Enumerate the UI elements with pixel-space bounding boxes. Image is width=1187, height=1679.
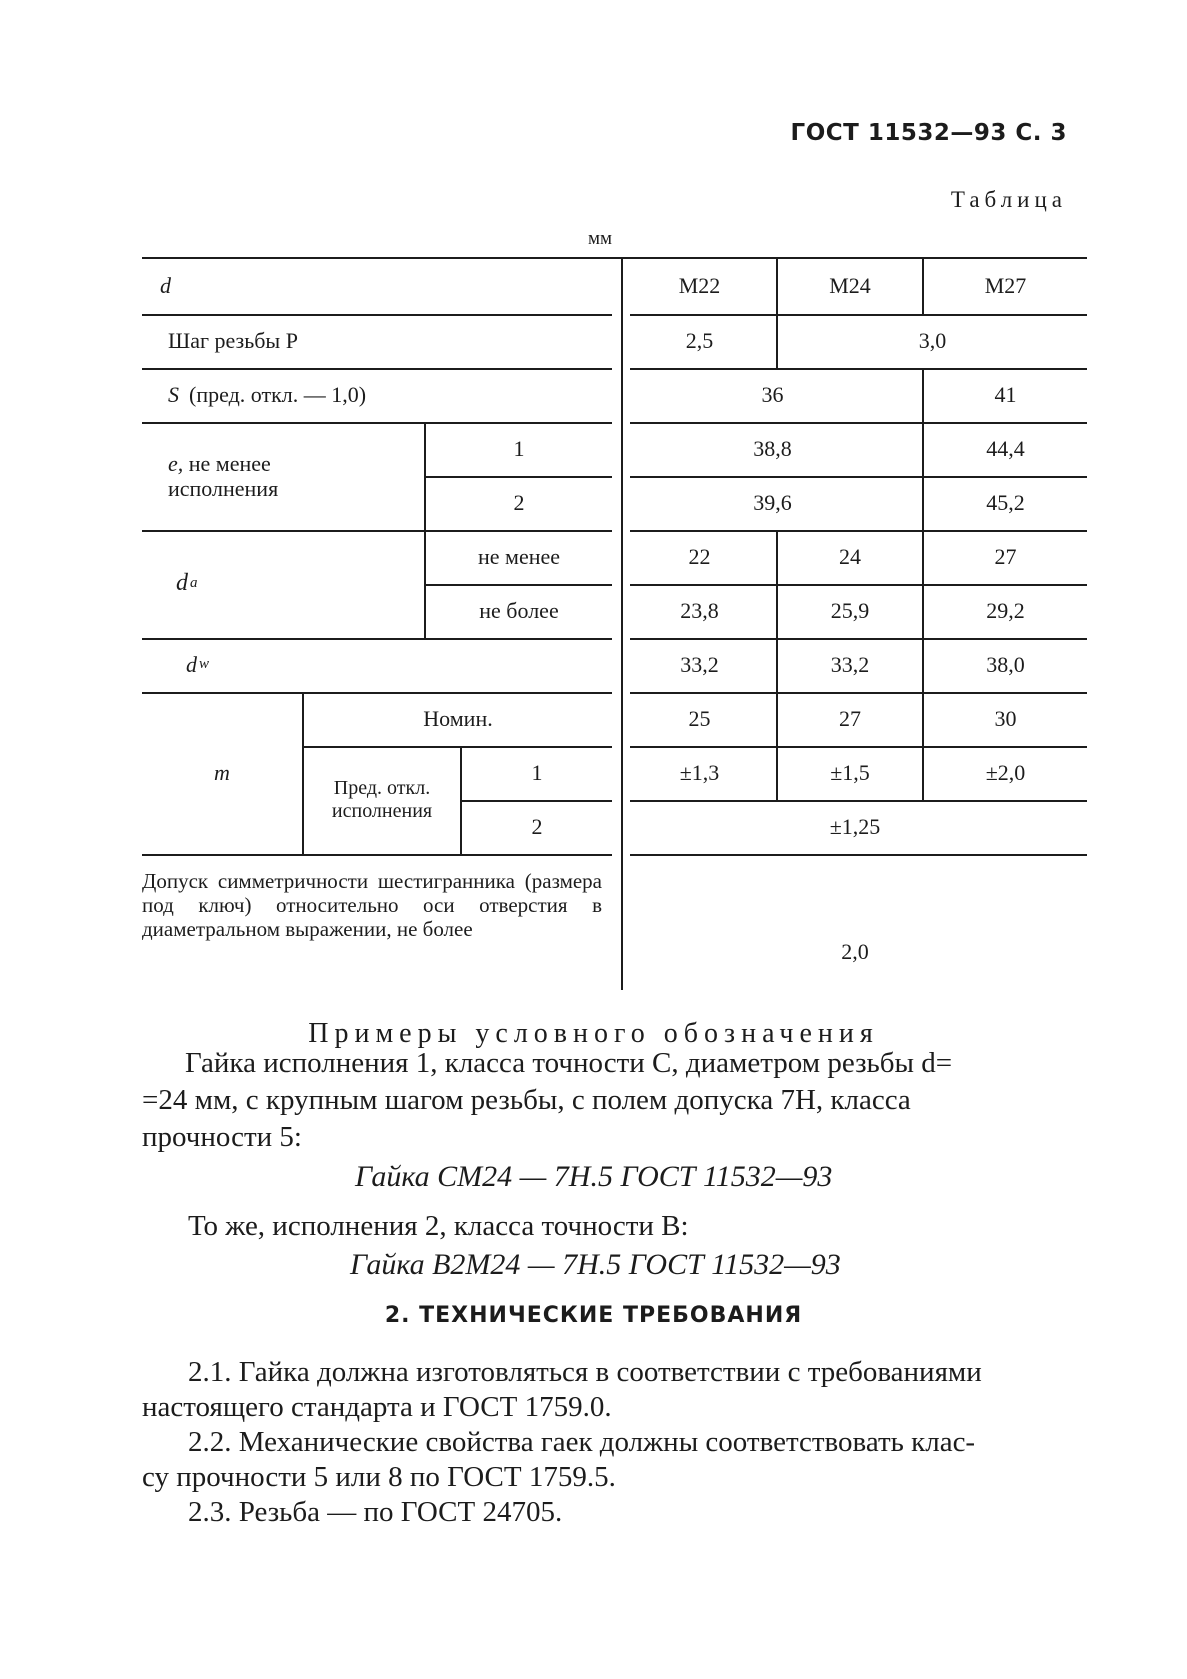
m-nominal-m24: 27 (839, 706, 861, 732)
e2-value-m27: 45,2 (986, 490, 1025, 516)
da-sub-label-min: не менее (477, 544, 561, 570)
page-header: ГОСТ 11532—93 С. 3 (790, 120, 1067, 146)
d-value-m24: М24 (829, 272, 871, 298)
dw-value-m27: 38,0 (986, 652, 1025, 678)
e1-value-m22-m24: 38,8 (753, 436, 792, 462)
symmetry-value: 2,0 (841, 939, 869, 965)
da-max-m24: 25,9 (830, 598, 870, 624)
row-label-s: S (пред. откл. — 1,0) (168, 382, 367, 408)
m-nominal-label: Номин. (423, 706, 493, 732)
examples-paragraph1-line1: Гайка исполнения 1, класса точности С, диаметром резьбы d= (185, 1047, 953, 1079)
row-label-pitch: Шаг резьбы P (168, 328, 298, 354)
s-value-m27: 41 (994, 382, 1017, 408)
d-value-m22: М22 (678, 272, 721, 298)
da-min-m24: 24 (839, 544, 861, 570)
section-title: 2. ТЕХНИЧЕСКИЕ ТРЕБОВАНИЯ (384, 1303, 803, 1328)
e-sub-label-2: 2 (513, 490, 525, 516)
row-label-symmetry: Допуск симметричности шестигранника (размера под ключ) относительно оси отверстия в диаметральном выражении, не более (142, 869, 602, 941)
s-value-m22-m24: 36 (761, 382, 784, 408)
section-paragraph-2-2-line2: су прочности 5 или 8 по ГОСТ 1759.5. (142, 1461, 616, 1493)
m-tolerance-label: Пред. откл. исполнения (331, 777, 433, 822)
m-tol1-m22: ±1,3 (679, 760, 720, 786)
section-paragraph-2-1-line1: 2.1. Гайка должна изготовляться в соответствии с требованиями (188, 1356, 982, 1388)
pitch-value-m24-m27: 3,0 (918, 328, 947, 354)
section-paragraph-2-3: 2.3. Резьба — по ГОСТ 24705. (188, 1496, 563, 1528)
examples-title: Примеры условного обозначения (308, 1018, 879, 1049)
dimensions-table (142, 257, 1087, 990)
dw-value-m22: 33,2 (680, 652, 719, 678)
da-max-m27: 29,2 (986, 598, 1025, 624)
da-sub-label-max: не более (479, 598, 559, 624)
m-tol2-all: ±1,25 (829, 814, 881, 840)
e-sub-label-1: 1 (513, 436, 525, 462)
dw-value-m24: 33,2 (830, 652, 870, 678)
pitch-value-m22: 2,5 (685, 328, 714, 354)
table-unit: мм (588, 228, 613, 249)
table-rule (142, 854, 612, 856)
designation-example-2: Гайка В2М24 — 7Н.5 ГОСТ 11532—93 (350, 1248, 841, 1281)
d-value-m27: М27 (984, 272, 1027, 298)
da-min-m22: 22 (688, 544, 711, 570)
m-tol1-m24: ±1,5 (830, 760, 870, 786)
examples-paragraph2: То же, исполнения 2, класса точности В: (188, 1210, 689, 1242)
da-max-m22: 23,8 (680, 598, 719, 624)
section-paragraph-2-2-line1: 2.2. Механические свойства гаек должны соответствовать клас- (188, 1426, 976, 1458)
designation-example-1: Гайка СМ24 — 7Н.5 ГОСТ 11532—93 (355, 1160, 833, 1193)
row-label-d: d (160, 272, 171, 298)
examples-paragraph1-line2: =24 мм, с крупным шагом резьбы, с полем допуска 7Н, класса (142, 1084, 911, 1116)
table-label: Таблица (950, 187, 1067, 212)
section-paragraph-2-1-line2: настоящего стандарта и ГОСТ 1759.0. (142, 1391, 612, 1423)
row-label-e: e, не менее исполнения (168, 450, 279, 501)
row-label-m: m (214, 760, 230, 786)
da-min-m27: 27 (994, 544, 1017, 570)
m-tol-sub-label-1: 1 (531, 760, 543, 786)
row-label-da: d a (176, 570, 198, 597)
m-tol1-m27: ±2,0 (985, 760, 1026, 786)
row-label-dw: d w (186, 652, 210, 678)
e2-value-m22-m24: 39,6 (753, 490, 792, 516)
m-nominal-m22: 25 (688, 706, 711, 732)
examples-paragraph1-line3: прочности 5: (142, 1121, 302, 1153)
m-tol-sub-label-2: 2 (531, 814, 543, 840)
e1-value-m27: 44,4 (986, 436, 1025, 462)
m-nominal-m27: 30 (994, 706, 1017, 732)
